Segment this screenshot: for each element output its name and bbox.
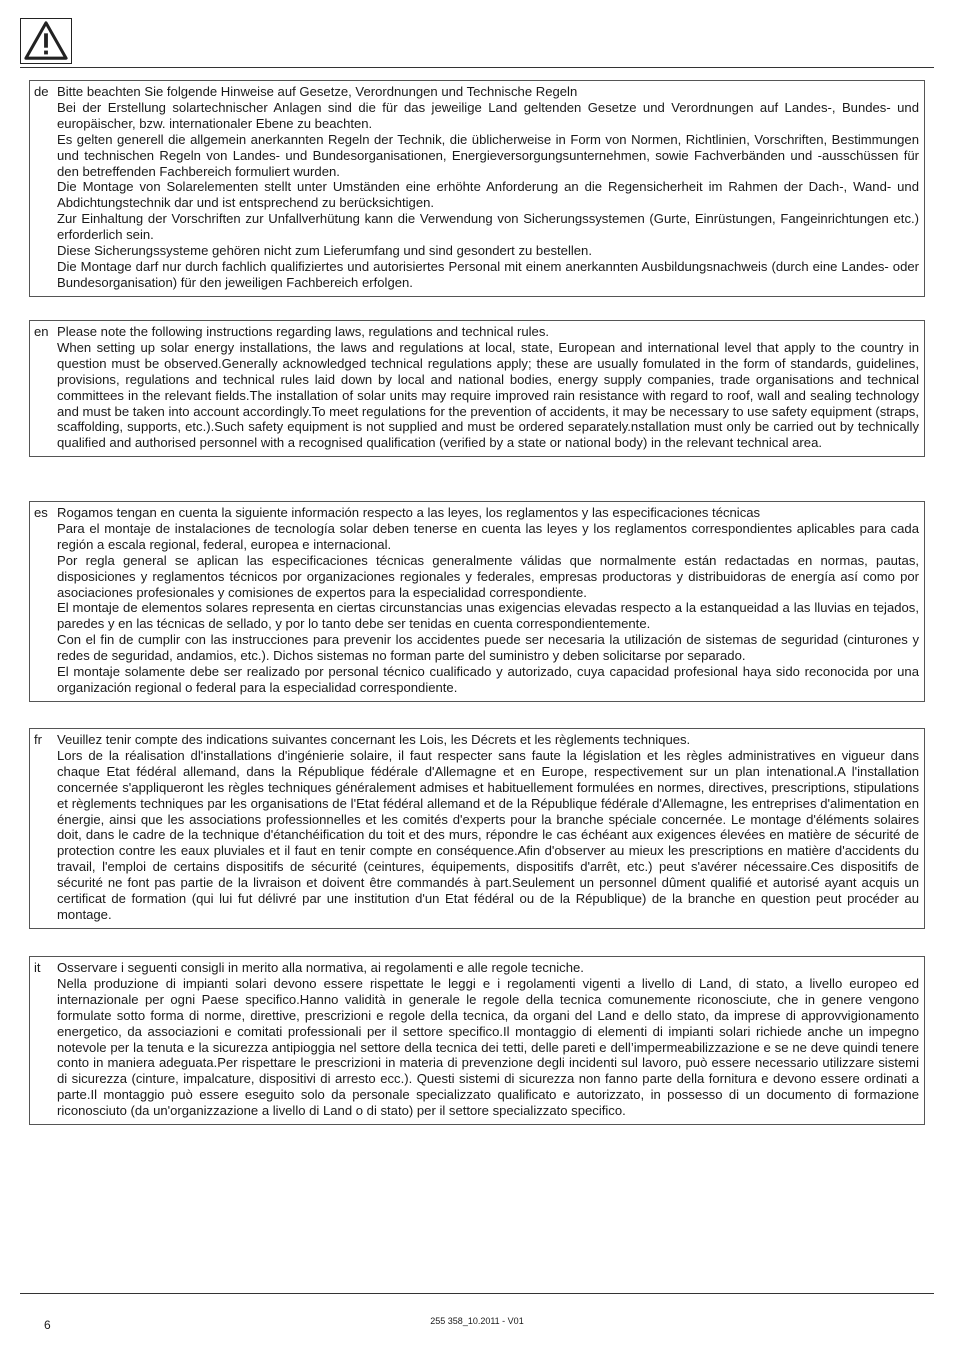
section-content xyxy=(57,505,919,696)
paragraph: Es gelten generell die allgemein anerkannten Regeln der Technik, die üblicherweise in Form von Normen, Richtlinien, Vorschriften, Bestimmungen und technischen Regeln von Landes- und Bundesorganisationen, Energieversorgungsunternehmen, sowie Fachverbänden und -ausschüssen für den betreffenden Fachbereich formuliert wurden. xyxy=(57,131,919,179)
lang-code: it xyxy=(34,960,41,975)
section-content xyxy=(57,84,919,291)
lang-code: en xyxy=(34,324,49,339)
header-rule xyxy=(20,67,934,68)
warning-triangle-icon xyxy=(21,19,71,63)
warning-icon-box xyxy=(20,18,72,64)
section-content xyxy=(57,732,919,923)
paragraph: Para el montaje de instalaciones de tecnología solar deben tenerse en cuenta las leyes y los reglamentos correspondientes aplicables para cada región a escala regional, federal, europea e internacional. xyxy=(57,520,919,552)
section-heading: Rogamos tengan en cuenta la siguiente información respecto a las leyes, los reglamentos y las especificaciones técnicas xyxy=(57,505,761,520)
paragraph: Die Montage darf nur durch fachlich qualifiziertes und autorisiertes Personal mit einem anerkannten Ausbildungsnachweis (durch eine Landes- oder Bundesorganisation) für den jeweiligen Fachbereich erfolgen. xyxy=(57,258,919,290)
document-reference: 255 358_10.2011 - V01 xyxy=(430,1316,524,1326)
section-content xyxy=(57,960,919,1119)
paragraph: Zur Einhaltung der Vorschriften zur Unfallverhütung kann die Verwendung von Sicherungssystemen (Gurte, Einrüstungen, Fangeinrichtungen etc.) erforderlich sein. xyxy=(57,211,919,243)
lang-code: de xyxy=(34,84,49,99)
section-de xyxy=(29,80,925,297)
section-content xyxy=(57,324,919,451)
section-heading: Bitte beachten Sie folgende Hinweise auf Gesetze, Verordnungen und Technische Regeln xyxy=(57,84,578,99)
section-es xyxy=(29,501,925,702)
paragraph: Lors de la réalisation dl'installations d'ingénierie solaire, il faut respecter sans faute la législation et les règles administratives en vigueur dans chaque Etat fédéral allemand, dans la République fédérale d'Allemagne et en Europe, respectivement sur un plan intenational.A l'installation concernée s'appliqueront les règles techniques généralement admises et habituellement formulées en normes, directives, prescriptions, stipulations et règlements techniques par les organisations de l'Etat fédéral allemand et de la République fédérale d'Allemagne, les entreprises d'alimentation en énergie, ainsi que les associations professionnelles et les comités d'experts pour la branche spéciale concernée. Le montage d'éléments solaires doit, dans le cadre de la technique d'étanchéification du toit et des murs, répondre le cas échéant aux exigences élevées en matière de sécurité de protection contre les eaux pluviales et il faut en tenir compte en conséquence.Afin d'observer au mieux les prescriptions en matière d'accidents du travail, l'emploi de certains dispositifs de sécurité (ceintures, équipements, dispositifs d'arrêt, etc.) peut s'avérer nécessaire.Ces dispositifs de sécurité ne font pas partie de la livraison et doivent être commandés à part.Seulement un personnel dûment qualifié et autorisé ayant acquis un certificat de formation (qui lui fut délivré par une institution d'un Etat fédéral ou de la République) de la branche en question peut procéder au montage. xyxy=(57,747,919,922)
lang-code: es xyxy=(34,505,48,520)
footer-rule xyxy=(20,1293,934,1294)
section-it xyxy=(29,956,925,1125)
section-en xyxy=(29,320,925,457)
paragraph: Bei der Erstellung solartechnischer Anlagen sind die für das jeweilige Land geltenden Gesetze und Verordnungen auf Landes-, Bundes- und europäischer, bzw. internationaler Ebene zu beachten. xyxy=(57,99,919,131)
lang-code: fr xyxy=(34,732,42,747)
paragraph: El montaje solamente debe ser realizado por personal técnico cualificado y autorizado, cuya capacidad profesional haya sido reconocida por una organización regional o federal para la especialidad correspondiente. xyxy=(57,664,919,695)
paragraph: El montaje de elementos solares representa en ciertas circunstancias unas exigencias elevadas respecto a la estanqueidad a las lluvias en tejados, paredes y en las técnicas de sellado, y por lo tanto debe ser tenidas en cuenta correspondientemente. xyxy=(57,600,919,632)
paragraph: When setting up solar energy installations, the laws and regulations at local, state, European and international level that apply to the country in question must be observed.Generally acknowledged technical regulations apply; these are usually fomulated in the form of standards, guidelines, provisions, regulations and technical rules laid down by local and national bodies, energy supply companies, trade organisations and technical committees in the relevant fields.The installation of solar units may require improved rain resistance with regard to roof, wall and sealing technology and must be taken into account accordingly.To meet regulations for the prevention of accidents, it may be necessary to use safety equipment (straps, scaffolding, supports, etc.).Such safety equipment is not supplied and must be ordered separately.nstallation must only be carried out by technically qualified and authorised personnel with a recognised qualification (verified by a state or national body) in the relevant technical area. xyxy=(57,339,919,451)
paragraph: Die Montage von Solarelementen stellt unter Umständen eine erhöhte Anforderung an die Regensicherheit im Rahmen der Dach-, Wand- und Abdichtungstechnik dar und ist entsprechend zu berücksichtigen. xyxy=(57,179,919,211)
paragraph: Diese Sicherungssysteme gehören nicht zum Lieferumfang und sind gesondert zu bestellen. xyxy=(57,243,592,259)
paragraph: Por regla general se aplican las especificaciones técnicas generalmente válidas que normalmente están redactadas en normas, pautas, disposiciones y reglamentos técnicos por organizaciones regionales y federales, empresas productoras y distribuidoras de energía así como por asociaciones profesionales y comisiones de expertos para la especialidad correspondiente. xyxy=(57,552,919,600)
section-heading: Veuillez tenir compte des indications suivantes concernant les Lois, les Décrets et les règlements techniques. xyxy=(57,732,691,747)
page-number: 6 xyxy=(44,1318,51,1332)
section-fr xyxy=(29,728,925,929)
paragraph: Nella produzione di impianti solari devono essere rispettate le leggi e i regolamenti vigenti a livello di Land, di stato, a livello europeo ed internazionale per ogni Paese specifico.Hanno validità in generale le regole della tecnica comunemente riconosciute, che in genere vengono formulate sotto forma di norme, direttive, prescrizioni e regole della tecnica, da organi del Land e dello stato, da imprese di approvvigionamento energetico, da associazioni e comitati professionali per il settore specifico.Il montaggio di elementi di impianti solari richiede anche un impegno notevole per la tenuta e la sicurezza antipioggia nel settore della tecnica dei tetti, delle pareti e dell’impermeabilizzazione e se ne deve quindi tenere conto in maniera adeguata.Per rispettare le prescrizioni in materia di prevenzione degli incidenti sul lavoro, può essere necessario utilizzare sistemi di sicurezza (cinture, impalcature, dispositivi di arresto ecc.). Questi sistemi di sicurezza non fanno parte della fornitura e devono essere ordinati a parte.Il montaggio può essere eseguito solo da personale specializzato qualificato e autorizzato, in possesso di un documento di formazione riconosciuto (da un'organizzazione a livello di Land o di stato) per il settore specializzato specifico. xyxy=(57,975,919,1119)
paragraph: Con el fin de cumplir con las instrucciones para prevenir los accidentes puede ser necesaria la utilización de sistemas de seguridad (cinturones y redes de seguridad, andamios, etc.). Dichos sistemas no forman parte del suministro y deben solicitarse por separado. xyxy=(57,632,919,664)
section-heading: Please note the following instructions regarding laws, regulations and technical rules. xyxy=(57,324,550,339)
section-heading: Osservare i seguenti consigli in merito alla normativa, ai regolamenti e alle regole tecniche. xyxy=(57,960,584,975)
